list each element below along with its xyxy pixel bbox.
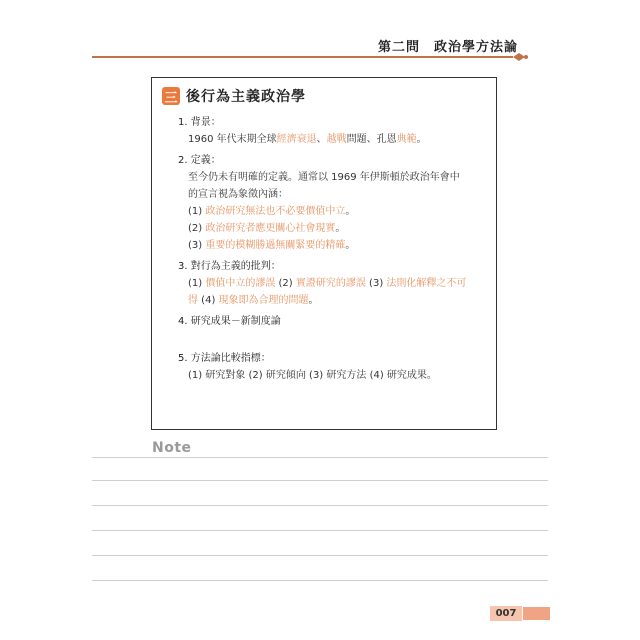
highlight-text: 重要的模糊勝過無關緊要的精確 [205, 240, 346, 251]
highlight-text: 法則化解釋之不可 [386, 278, 467, 289]
section-line [178, 237, 488, 254]
body-text: 1960 年代末期全球 [188, 134, 277, 145]
body-text: 問題、孔恩 [346, 134, 397, 145]
highlight-text: 實證研究的謬誤 [295, 278, 366, 289]
content-box [151, 77, 497, 430]
body-text: (1) [188, 206, 206, 217]
section-gap [178, 330, 488, 350]
highlight-text: 價值中立的謬誤 [205, 278, 276, 289]
section-line [178, 131, 488, 148]
page-number: 007 [490, 606, 522, 621]
body-text: (2) [188, 223, 206, 234]
note-line [92, 457, 548, 458]
body-text: (3) [365, 278, 387, 289]
section-title: 1. 背景： [178, 117, 221, 128]
section-title: 5. 方法論比較指標： [178, 353, 271, 364]
body-text: 。 [345, 206, 356, 217]
section-line [178, 275, 488, 292]
body-text: 。 [416, 134, 427, 145]
section-line [178, 220, 488, 237]
section-title: 3. 對行為主義的批判： [178, 261, 281, 272]
body-text: 的宣言視為象徵內涵： [188, 189, 288, 200]
note-line [92, 480, 548, 481]
box-content [178, 114, 488, 384]
body-text: 。 [308, 295, 319, 306]
section-line [178, 169, 488, 186]
body-text: 至今仍未有明確的定義。通常以 1969 年伊斯頓於政治年會中 [188, 172, 460, 183]
body-text: (2) [275, 278, 296, 289]
highlight-text: 現象即為合理的問題 [218, 295, 309, 306]
section-title: 4. 研究成果－新制度論 [178, 316, 281, 327]
section-line [178, 292, 488, 309]
body-text: 。 [345, 240, 356, 251]
box-title: 後行為主義政治學 [186, 89, 306, 105]
note-line [92, 555, 548, 556]
note-line [92, 580, 548, 581]
body-text: (1) 研究對象 (2) 研究傾向 (3) 研究方法 (4) 研究成果。 [188, 370, 437, 381]
section-line [178, 367, 488, 384]
highlight-text: 經濟衰退 [276, 134, 317, 145]
body-text: (1) [188, 278, 206, 289]
page-tab [523, 607, 550, 620]
body-text: 、 [316, 134, 327, 145]
body-text: 。 [335, 223, 346, 234]
section-line [178, 203, 488, 220]
header-rule [92, 56, 512, 58]
box-heading [162, 86, 306, 106]
note-line [92, 505, 548, 506]
note-line [92, 530, 548, 531]
section-number-badge: 三 [162, 87, 180, 105]
chapter-title: 第二問 政治學方法論 [377, 40, 518, 55]
section-line [178, 186, 488, 203]
header-ornament-icon [505, 51, 529, 63]
highlight-text: 政治研究者應更關心社會現實 [205, 223, 336, 234]
highlight-text: 政治研究無法也不必要價值中立 [205, 206, 346, 217]
highlight-text: 越戰 [326, 134, 347, 145]
highlight-text: 得 [188, 295, 198, 306]
note-label: Note [152, 440, 192, 456]
highlight-text: 典範 [396, 134, 417, 145]
body-text: (3) [188, 240, 206, 251]
section-title: 2. 定義： [178, 155, 221, 166]
body-text: (4) [198, 295, 219, 306]
